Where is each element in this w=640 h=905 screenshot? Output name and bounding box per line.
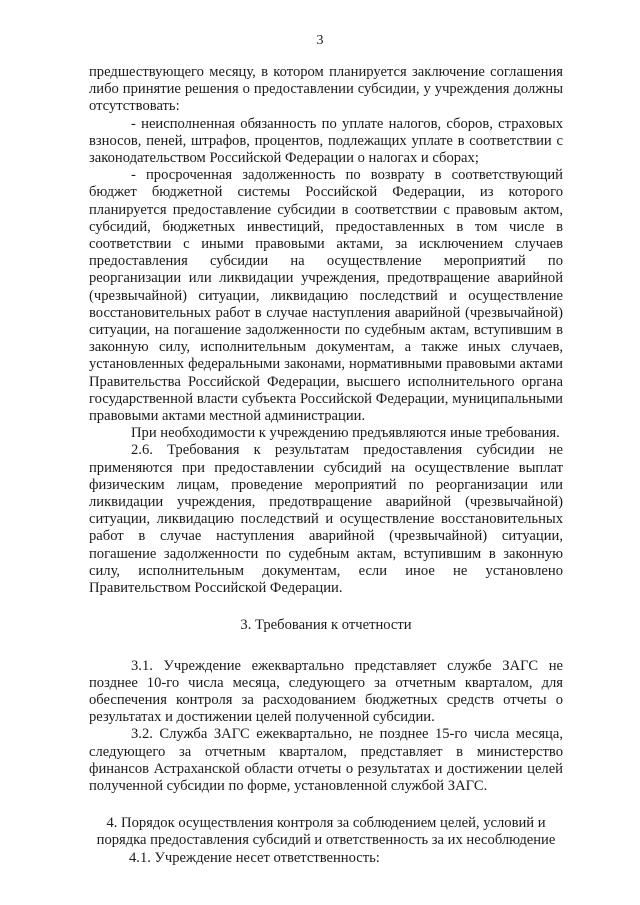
paragraph-overdue-debt: - просроченная задолженность по возврату в соответствующий бюджет бюджетной системы Российской Федерации, из которого планируется предоставление субсидии в соответствии с правовым актом, субсидий, бюджетных инвестиций, предоставленных в том числе в соответствии с иными правовыми актами, за исключением случаев предоставления субсидии на осуществление мероприятий по реорганизации или ликвидации учреждения, предотвращение аварийной (чрезвычайной) ситуации, ликвидацию последствий и осуществление восстановительных работ в случае наступления аварийной (чрезвычайной) ситуации, на погашение задолженности по судебным актам, вступившим в законную силу, исполнительным документам, а также иных случаев, установленных федеральными законами, нормативными правовыми актами Правительства Российской Федерации, высшего исполнительного органа государственной власти субъекта Российской Федерации, муниципальными правовыми актами местной администрации.	[89, 167, 563, 425]
section-3-heading: 3. Требования к отчетности	[240, 617, 412, 634]
section-4-heading: 4. Порядок осуществления контроля за соблюдением целей, условий и порядка предоставления субсидий и ответственность за их несоблюдение	[96, 815, 556, 849]
paragraph-other-requirements: При необходимости к учреждению предъявляются иные требования.	[131, 425, 560, 442]
paragraph-4-1: 4.1. Учреждение несет ответственность:	[129, 849, 380, 866]
paragraph-3-1: 3.1. Учреждение ежеквартально представляет службе ЗАГС не позднее 10-го числа месяца, следующего за отчетным кварталом, для обеспечения контроля за расходованием бюджетных средств отчеты о результатах и достижении целей полученной субсидии.	[89, 657, 563, 726]
document-body	[89, 64, 563, 867]
page-number: 3	[316, 33, 324, 48]
paragraph-continuation: предшествующего месяцу, в котором планируется заключение соглашения либо принятие решения о предоставлении субсидии, у учреждения должны отсутствовать:	[89, 64, 563, 115]
paragraph-2-6: 2.6. Требования к результатам предоставления субсидии не применяются при предоставлении субсидий на осуществление выплат физическим лицам, проведение мероприятий по реорганизации или ликвидации учреждения, предотвращение аварийной (чрезвычайной) ситуации, ликвидацию последствий и осуществление восстановительных работ в случае наступления аварийной (чрезвычайной) ситуации, погашение задолженности по судебным актам, вступившим в законную силу, исполнительным документам, если иное не установлено Правительством Российской Федерации.	[89, 442, 563, 597]
paragraph-3-2: 3.2. Служба ЗАГС ежеквартально, не позднее 15-го числа месяца, следующего за отчетным кварталом, представляет в министерство финансов Астраханской области отчеты о результатах и достижении целей полученной субсидии по форме, установленной службой ЗАГС.	[89, 726, 563, 794]
paragraph-tax-obligation: - неисполненная обязанность по уплате налогов, сборов, страховых взносов, пеней, штрафов, процентов, подлежащих уплате в соответствии с законодательством Российской Федерации о налогах и сборах;	[89, 115, 563, 167]
